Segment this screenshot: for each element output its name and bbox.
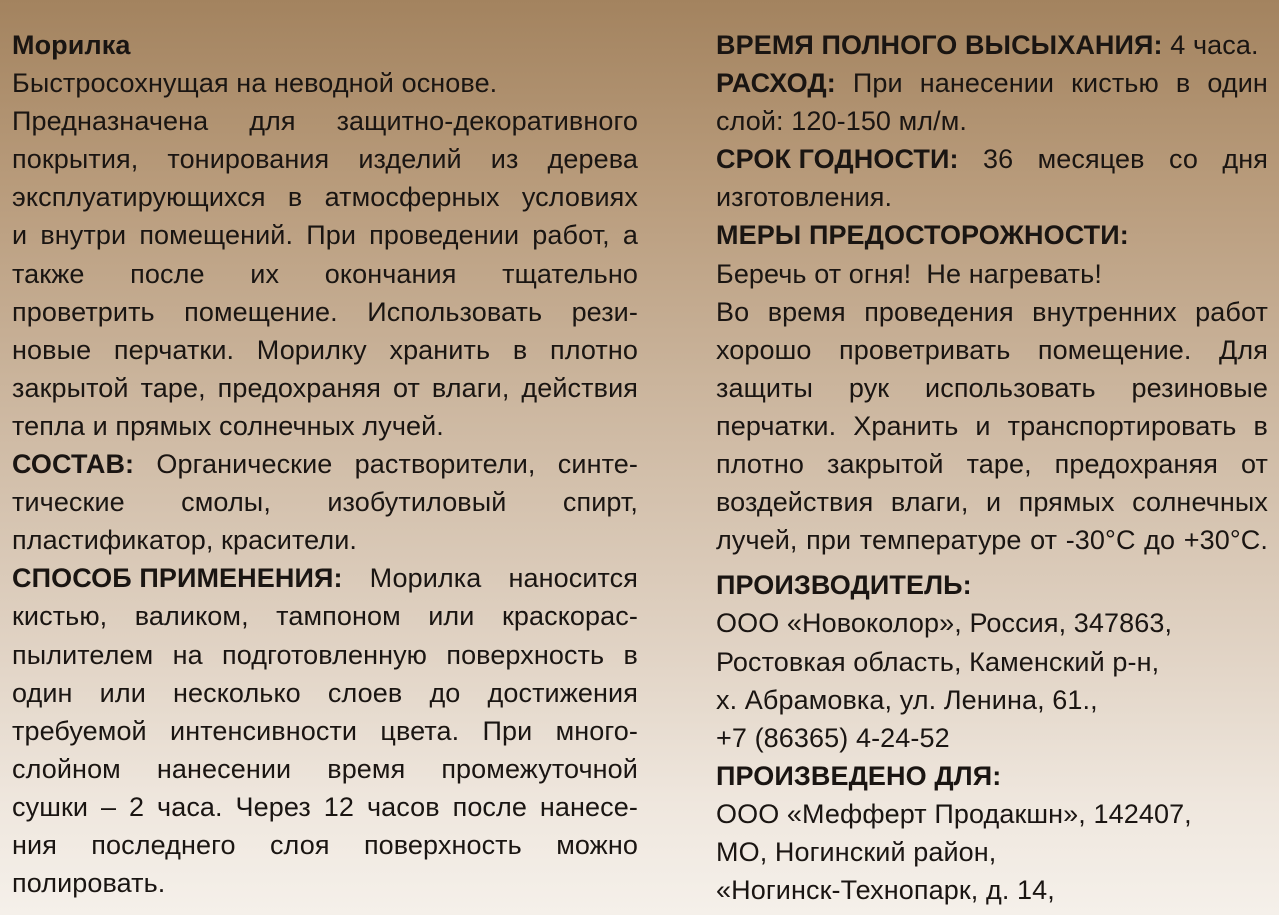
word: один xyxy=(12,677,73,708)
text-line xyxy=(12,597,638,635)
word: перчатки. xyxy=(716,410,837,441)
word: можно xyxy=(556,829,638,860)
application-text: наносится xyxy=(508,563,638,594)
word: время xyxy=(327,753,406,784)
word: Использовать xyxy=(367,296,543,327)
shelf-life-text: 36 xyxy=(983,144,1014,175)
consumption-section xyxy=(716,64,1268,140)
consumption-heading: РАСХОД: xyxy=(716,68,836,99)
word: закрытой xyxy=(12,372,129,403)
text-line xyxy=(716,445,1268,483)
manufacturer-line: Ростовкая область, Каменский р-н, xyxy=(716,646,1160,677)
word: влаги, xyxy=(431,372,510,403)
word: для xyxy=(249,106,296,137)
word: от xyxy=(1240,449,1268,480)
word: тщательно xyxy=(502,258,638,289)
word: покрытия, xyxy=(12,144,139,175)
shelf-life-text: месяцев xyxy=(1037,144,1145,175)
word: требуемой xyxy=(12,715,147,746)
word: или xyxy=(428,601,475,632)
application-first-line xyxy=(12,559,638,597)
word: закрытой xyxy=(826,449,944,480)
word: кистью, xyxy=(12,601,108,632)
word: поверхность xyxy=(363,829,522,860)
word: изобутиловый xyxy=(327,487,507,518)
section-spacer xyxy=(716,559,1268,566)
word: и xyxy=(975,410,991,441)
application-text: Морилка xyxy=(369,563,482,594)
composition-text: Органические xyxy=(156,449,333,480)
word: влаги, xyxy=(890,487,969,518)
produced-for-line: МО, Ногинский район, xyxy=(716,836,997,867)
shelf-life-lines xyxy=(716,178,1268,216)
word: перчатки. xyxy=(113,334,235,365)
word: или xyxy=(99,677,146,708)
word: использовать xyxy=(925,372,1096,403)
text-line xyxy=(716,521,1268,559)
word: воздействия xyxy=(716,487,874,518)
word: а xyxy=(622,220,638,251)
text-line xyxy=(12,102,638,140)
word: Через xyxy=(235,791,311,822)
drying-line xyxy=(716,26,1268,64)
word: проветрить xyxy=(12,296,155,327)
word: слоя xyxy=(269,829,330,860)
text-line: пластификатор, красители. xyxy=(12,525,358,556)
word: в xyxy=(1253,410,1268,441)
left-column xyxy=(12,26,638,902)
word: тические xyxy=(12,487,125,518)
precautions-heading: МЕРЫ ПРЕДОСТОРОЖНОСТИ: xyxy=(716,220,1129,251)
produced-for-section xyxy=(716,757,1268,909)
word: слоев xyxy=(327,677,403,708)
word: сушки xyxy=(12,791,89,822)
word: из xyxy=(490,144,519,175)
word: проведения xyxy=(864,296,1014,327)
word: транспортировать xyxy=(1007,410,1237,441)
word: Хранить xyxy=(853,410,959,441)
word: нанесении xyxy=(156,753,292,784)
consumption-text: При xyxy=(852,68,903,99)
precautions-lines xyxy=(716,293,1268,560)
text-line xyxy=(12,140,638,178)
shelf-life-first-line xyxy=(716,140,1268,178)
word: слойном xyxy=(12,753,121,784)
word: таре, xyxy=(966,449,1032,480)
composition-text: синте- xyxy=(557,449,638,480)
word: 2 xyxy=(129,791,145,822)
word: плотно xyxy=(549,334,638,365)
word: работ xyxy=(1195,296,1268,327)
word: после xyxy=(452,791,528,822)
word: прямых xyxy=(1018,487,1115,518)
word: защиты xyxy=(716,372,814,403)
text-line xyxy=(12,369,638,407)
text-line xyxy=(12,788,638,826)
application-lines xyxy=(12,597,638,902)
word: при xyxy=(806,525,852,556)
word: подготовленную xyxy=(222,639,428,670)
word: плотно xyxy=(716,449,804,480)
product-title: Морилка xyxy=(12,30,131,60)
word: При xyxy=(306,220,357,251)
word: защитно-декоративного xyxy=(336,106,638,137)
consumption-text: в xyxy=(1175,68,1191,99)
word: много- xyxy=(555,715,638,746)
word: помещение. xyxy=(184,296,338,327)
word: их xyxy=(250,258,280,289)
word: также xyxy=(12,258,85,289)
text-line xyxy=(12,826,638,864)
word: до xyxy=(1144,525,1176,556)
shelf-life-text: со xyxy=(1168,144,1198,175)
composition-heading: СОСТАВ: xyxy=(12,449,135,480)
word: Предназначена xyxy=(12,106,209,137)
word: поверхность xyxy=(446,639,605,670)
word: достижения xyxy=(487,677,638,708)
drying-heading: ВРЕМЯ ПОЛНОГО ВЫСЫХАНИЯ: xyxy=(716,30,1163,60)
text-line xyxy=(12,178,638,216)
word: таре, xyxy=(140,372,206,403)
text-line xyxy=(12,293,638,331)
word: При xyxy=(482,715,533,746)
text-line xyxy=(716,369,1268,407)
word: проветривать xyxy=(839,334,1011,365)
word: помещений. xyxy=(139,220,294,251)
word: на xyxy=(172,639,203,670)
text-line xyxy=(12,750,638,788)
text-line xyxy=(12,216,638,254)
text-line xyxy=(716,293,1268,331)
word: рези- xyxy=(571,296,638,327)
manufacturer-line: ООО «Новоколор», Россия, 347863, xyxy=(716,608,1173,639)
word: тонирования xyxy=(167,144,330,175)
word: нанесе- xyxy=(539,791,638,822)
text-line xyxy=(716,407,1268,445)
word: – xyxy=(100,791,117,822)
description-block xyxy=(12,102,638,445)
right-column xyxy=(716,26,1268,909)
word: промежуточной xyxy=(441,753,638,784)
text-line xyxy=(716,331,1268,369)
word: проведении xyxy=(369,220,520,251)
text-line xyxy=(12,636,638,674)
word: действия xyxy=(521,372,638,403)
text-line: полировать. xyxy=(12,868,166,899)
application-heading: СПОСОБ ПРИМЕНЕНИЯ: xyxy=(12,563,343,594)
word: хранить xyxy=(389,334,491,365)
word: рук xyxy=(848,372,890,403)
consumption-text: один xyxy=(1207,68,1268,99)
word: несколько xyxy=(172,677,301,708)
consumption-lines xyxy=(716,102,1268,140)
manufacturer-section xyxy=(716,566,1268,756)
word: до xyxy=(429,677,461,708)
shelf-life-text: дня xyxy=(1222,144,1268,175)
composition-lines xyxy=(12,483,638,559)
product-subtitle: Быстросохнущая на неводной основе. xyxy=(12,68,498,99)
manufacturer-line: х. Абрамовка, ул. Ленина, 61., xyxy=(716,684,1098,715)
word: резиновые xyxy=(1131,372,1268,403)
word: 12 xyxy=(323,791,355,822)
word: изделий xyxy=(358,144,462,175)
word: Морилку xyxy=(256,334,367,365)
word: после xyxy=(130,258,205,289)
word: цвета. xyxy=(380,715,460,746)
word: эксплуатирующихся xyxy=(12,182,266,213)
word: температуре xyxy=(859,525,1022,556)
word: в xyxy=(512,334,528,365)
word: от xyxy=(1030,525,1058,556)
manufacturer-phone: +7 (86365) 4-24-52 xyxy=(716,722,950,753)
word: последнего xyxy=(91,829,236,860)
word: помещение. xyxy=(1037,334,1192,365)
produced-for-line: «Ногинск-Технопарк, д. 14, xyxy=(716,875,1055,906)
word: часов xyxy=(366,791,440,822)
word: время xyxy=(767,296,846,327)
drying-value: 4 часа. xyxy=(1170,30,1259,60)
shelf-life-heading: СРОК ГОДНОСТИ: xyxy=(716,144,959,175)
composition-text: растворители, xyxy=(354,449,536,480)
text-line xyxy=(12,712,638,750)
word: хорошо xyxy=(716,334,812,365)
application-section xyxy=(12,559,638,902)
word: пылителем xyxy=(12,639,154,670)
word: и xyxy=(12,220,28,251)
word: Во xyxy=(716,296,750,327)
composition-first-line xyxy=(12,445,638,483)
text-line: слой: 120-150 мл/м. xyxy=(716,106,968,137)
word: в xyxy=(623,639,638,670)
word: предохраняя xyxy=(1054,449,1218,480)
word: тампоном xyxy=(276,601,401,632)
text-line xyxy=(12,255,638,293)
manufacturer-heading: ПРОИЗВОДИТЕЛЬ: xyxy=(716,570,972,601)
word: от xyxy=(392,372,420,403)
word: и xyxy=(985,487,1002,518)
precautions-warning: Беречь от огня! Не нагревать! xyxy=(716,258,1102,289)
consumption-first-line xyxy=(716,64,1268,102)
word: краскорас- xyxy=(501,601,638,632)
consumption-text: нанесении xyxy=(919,68,1055,99)
word: внутри xyxy=(40,220,127,251)
word: Для xyxy=(1219,334,1268,365)
word: новые xyxy=(12,334,92,365)
produced-for-line: ООО «Мефферт Продакшн», 142407, xyxy=(716,798,1192,829)
word: предохраняя xyxy=(217,372,381,403)
composition-section xyxy=(12,445,638,559)
word: ния xyxy=(12,829,57,860)
word: внутренних xyxy=(1032,296,1177,327)
produced-for-heading: ПРОИЗВЕДЕНО ДЛЯ: xyxy=(716,760,1002,791)
text-line xyxy=(12,483,638,521)
word: окончания xyxy=(324,258,457,289)
word: валиком, xyxy=(134,601,249,632)
consumption-text: кистью xyxy=(1071,68,1159,99)
word: +30°С. xyxy=(1183,525,1268,556)
shelf-life-section xyxy=(716,140,1268,216)
word: солнечных xyxy=(1132,487,1268,518)
text-line xyxy=(716,483,1268,521)
word: дерева xyxy=(547,144,638,175)
word: лучей, xyxy=(716,525,798,556)
text-line xyxy=(12,674,638,712)
word: -30°С xyxy=(1065,525,1136,556)
word: атмосферных xyxy=(324,182,500,213)
word: работ, xyxy=(532,220,610,251)
word: условиях xyxy=(521,182,638,213)
precautions-section xyxy=(716,216,1268,559)
text-line xyxy=(12,331,638,369)
word: интенсивности xyxy=(170,715,358,746)
word: спирт, xyxy=(562,487,638,518)
word: в xyxy=(287,182,303,213)
word: часа. xyxy=(157,791,223,822)
word: смолы, xyxy=(181,487,271,518)
text-line: изготовления. xyxy=(716,182,893,213)
text-line: тепла и прямых солнечных лучей. xyxy=(12,410,444,441)
